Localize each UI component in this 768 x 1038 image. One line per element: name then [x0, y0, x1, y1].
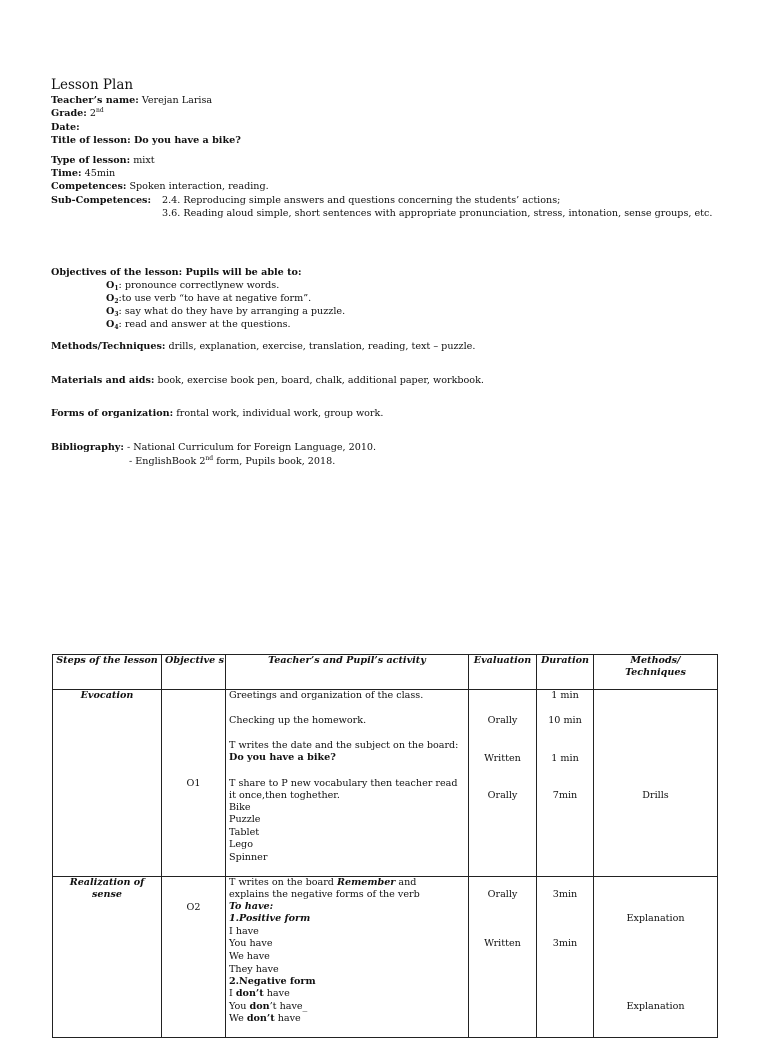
method-cell — [594, 690, 718, 877]
column-header: Duration — [537, 655, 594, 690]
materials-line — [51, 374, 484, 387]
column-header: Evaluation — [469, 655, 537, 690]
grade-sup: nd — [95, 107, 104, 114]
grade-line — [51, 107, 104, 120]
competences-line — [51, 180, 269, 193]
objectives-heading: Objectives of the lesson: Pupils will be able to: — [51, 267, 302, 278]
time-value: 45min — [81, 168, 116, 179]
evaluation-value: Orally — [487, 889, 518, 900]
method-value: Explanation — [626, 913, 685, 924]
activity-text: T share to P new vocabulary then teacher read — [229, 778, 458, 789]
materials-value: book, exercise book pen, board, chalk, additional paper, workbook. — [154, 375, 484, 386]
objective-value: O2 — [186, 902, 201, 913]
evaluation-value: Orally — [487, 715, 518, 726]
objective-item: $O_4$: read and answer at the questions. — [106, 319, 291, 331]
activity-cell — [226, 690, 469, 877]
verb-form: I have — [229, 926, 259, 937]
duration-cell — [537, 690, 594, 877]
step-cell — [53, 690, 162, 877]
forms-value: frontal work, individual work, group work. — [173, 408, 384, 419]
activity-cell — [226, 877, 469, 1038]
evaluation-value: Written — [484, 938, 521, 949]
objective-item: $O_1$: pronounce correctlynew words. — [106, 280, 280, 292]
duration-value: 1 min — [551, 753, 579, 764]
vocab-word: Lego — [229, 839, 253, 850]
time-label: Time: — [51, 168, 82, 179]
objective-value: O1 — [186, 778, 201, 789]
column-header: Teacher’s and Pupil’s activity — [226, 655, 469, 690]
bibliography-line — [51, 441, 376, 454]
objective-cell — [162, 690, 226, 877]
duration-value: 1 min — [551, 690, 579, 701]
time-line — [51, 167, 115, 180]
objective-item: $O_3$: say what do they have by arranging a puzzle. — [106, 306, 346, 318]
step-label: Evocation — [80, 690, 134, 701]
vocab-word: Spinner — [229, 852, 268, 863]
teacher-value: Verejan Larisa — [138, 95, 213, 106]
method-cell — [594, 877, 718, 1038]
vocab-word: Bike — [229, 802, 251, 813]
evaluation-value: Written — [484, 753, 521, 764]
competences-label: Competences: — [51, 181, 127, 192]
objective-item: $O_2:to$ use verb “to have at negative form”. — [106, 293, 312, 305]
method-value: Explanation — [626, 1001, 685, 1012]
lesson-table — [52, 654, 718, 1038]
duration-value: 3min — [552, 889, 578, 900]
date-label: Date: — [51, 122, 80, 133]
table-row — [53, 690, 718, 877]
evaluation-value: Orally — [487, 790, 518, 801]
duration-cell — [537, 877, 594, 1038]
teacher-line — [51, 94, 212, 107]
verb-form: We have — [229, 951, 270, 962]
evaluation-cell — [469, 690, 537, 877]
teacher-label: Teacher’s name: — [51, 95, 139, 106]
bibliography-item-2: - EnglishBook 2nd form, Pupils book, 2018. — [129, 455, 336, 467]
step-cell — [53, 877, 162, 1038]
verb-form: I don’t have — [229, 988, 290, 999]
type-line — [51, 154, 155, 167]
forms-line — [51, 407, 383, 420]
verb-form: You don’t have_ — [229, 1001, 308, 1012]
lesson-title: Title of lesson: Do you have a bike? — [51, 135, 241, 146]
activity-text: T writes on the board Remember and — [229, 877, 417, 888]
activity-text: T writes the date and the subject on the board: — [229, 740, 459, 751]
activity-text: explains the negative forms of the verb — [229, 889, 420, 900]
activity-text: To have: — [229, 901, 274, 912]
bibliography-label: Bibliography: — [51, 442, 124, 453]
methods-label: Methods/Techniques: — [51, 341, 166, 352]
vocab-word: Tablet — [229, 827, 260, 838]
vocab-word: Puzzle — [229, 814, 261, 825]
evaluation-cell — [469, 877, 537, 1038]
activity-text: 2.Negative form — [229, 976, 316, 987]
method-value: Drills — [642, 790, 669, 801]
type-value: mixt — [130, 155, 155, 166]
forms-label: Forms of organization: — [51, 408, 174, 419]
methods-value: drills, explanation, exercise, translation, reading, text – puzzle. — [165, 341, 476, 352]
step-label: Realization of sense — [69, 877, 145, 901]
subcompetence-1: 2.4. Reproducing simple answers and questions concerning the students’ actions; — [162, 195, 561, 206]
methods-line — [51, 340, 475, 353]
column-header: Methods/ Techniques — [594, 655, 718, 690]
table-header-row — [53, 655, 718, 690]
column-header: Objective s — [162, 655, 226, 690]
subcompetences-label: Sub-Competences: — [51, 195, 151, 206]
bibliography-item-1: - National Curriculum for Foreign Language, 2010. — [123, 442, 377, 453]
duration-value: 10 min — [548, 715, 582, 726]
objective-cell — [162, 877, 226, 1038]
activity-text: it once,then toghether. — [229, 790, 340, 801]
page-title: Lesson Plan — [51, 77, 134, 93]
subcompetence-2: 3.6. Reading aloud simple, short sentences with appropriate pronunciation, stress, intonation, sense groups, etc. — [162, 208, 713, 219]
table-row — [53, 877, 718, 1038]
grade-value: 2 — [86, 108, 96, 119]
duration-value: 7min — [552, 790, 578, 801]
activity-text: Greetings and organization of the class. — [229, 690, 424, 701]
competences-value: Spoken interaction, reading. — [126, 181, 269, 192]
verb-form: They have — [229, 964, 279, 975]
duration-value: 3min — [552, 938, 578, 949]
column-header: Steps of the lesson — [53, 655, 162, 690]
verb-form: You have — [229, 938, 273, 949]
verb-form: We don’t have — [229, 1013, 301, 1024]
activity-text: Checking up the homework. — [229, 715, 367, 726]
type-label: Type of lesson: — [51, 155, 131, 166]
activity-text: 1.Positive form — [229, 913, 311, 924]
grade-label: Grade: — [51, 108, 87, 119]
activity-text: Do you have a bike? — [229, 752, 336, 763]
materials-label: Materials and aids: — [51, 375, 155, 386]
